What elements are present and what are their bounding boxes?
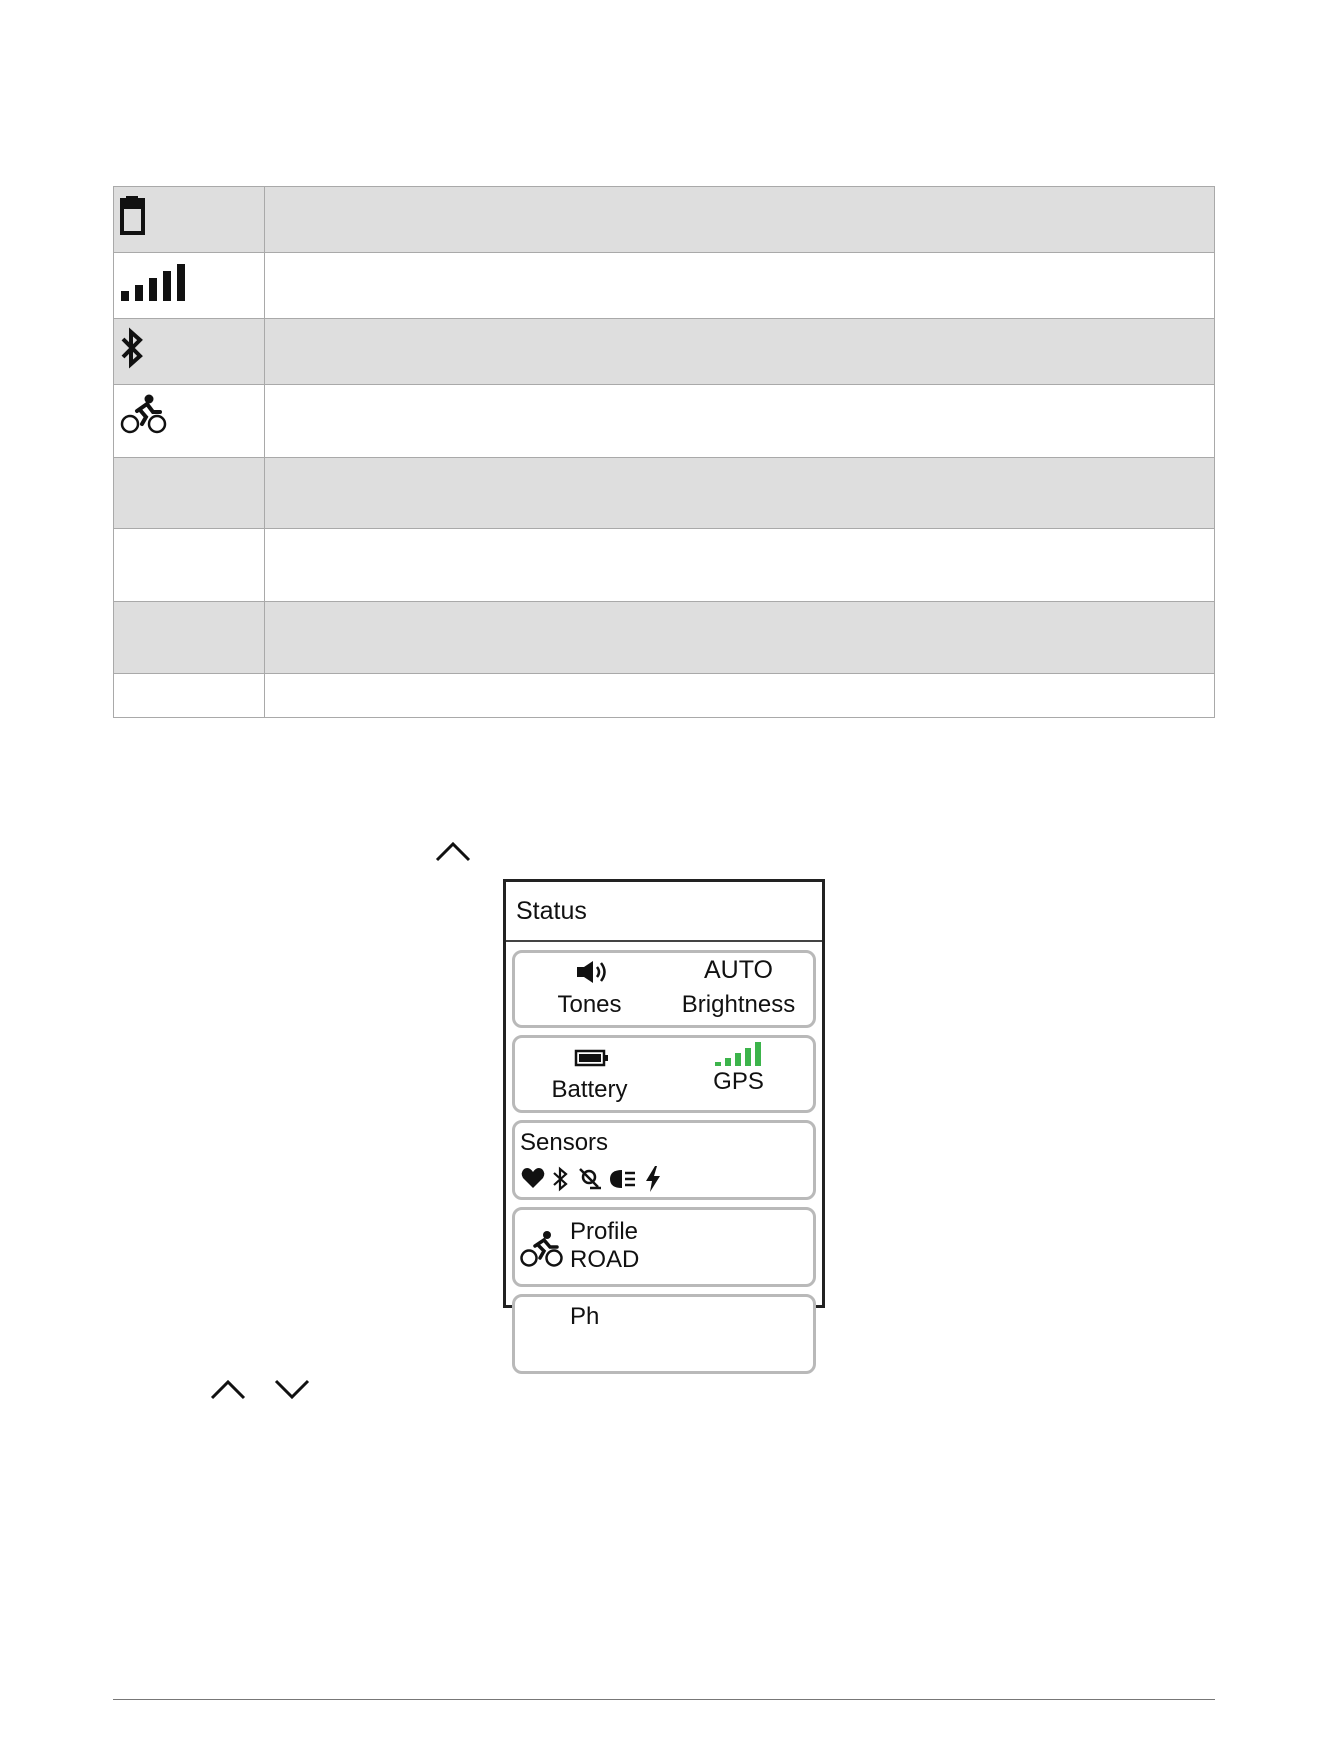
light-icon — [608, 1168, 638, 1190]
chevron-up-icon — [435, 840, 471, 862]
battery-icon — [114, 187, 264, 240]
icon-cell — [114, 458, 265, 529]
description-cell — [265, 385, 1215, 458]
speaker-icon — [575, 959, 609, 985]
description-cell — [265, 319, 1215, 385]
description-cell — [265, 674, 1215, 718]
icon-cell — [114, 187, 265, 253]
icon-cell — [114, 674, 265, 718]
profile-label: Profile — [570, 1218, 639, 1245]
footer-divider — [113, 1699, 1215, 1700]
description-cell — [265, 253, 1215, 319]
sensors-tile[interactable] — [512, 1120, 816, 1200]
device-header — [506, 882, 822, 942]
speed-sensor-icon — [577, 1166, 603, 1192]
icon-cell — [114, 253, 265, 319]
tones-toggle[interactable] — [515, 953, 664, 1025]
description-cell — [265, 529, 1215, 602]
page-title: Status — [516, 896, 587, 925]
icon-cell — [114, 529, 265, 602]
icon-cell — [114, 319, 265, 385]
cyclist-icon — [520, 1230, 564, 1270]
brightness-control[interactable] — [664, 953, 813, 1025]
bluetooth-icon — [552, 1166, 570, 1192]
table-row — [114, 674, 1215, 718]
table-row — [114, 602, 1215, 674]
battery-icon — [574, 1048, 610, 1068]
description-cell — [265, 458, 1215, 529]
battery-status[interactable] — [515, 1038, 664, 1110]
brightness-value: AUTO — [704, 956, 773, 984]
device-status-screen — [503, 879, 825, 1330]
signal-bars-icon — [114, 253, 264, 310]
chevron-down-icon — [274, 1378, 310, 1400]
table-row — [114, 253, 1215, 319]
bluetooth-icon — [114, 319, 264, 374]
cyclist-icon — [114, 385, 264, 442]
signal-bars-icon — [714, 1040, 766, 1068]
heart-icon — [521, 1167, 545, 1189]
gps-status[interactable] — [664, 1038, 813, 1110]
chevron-up-icon — [210, 1378, 246, 1400]
power-icon — [644, 1165, 662, 1193]
table-row — [114, 385, 1215, 458]
icon-cell — [114, 385, 265, 458]
icon-cell — [114, 602, 265, 674]
table-row — [114, 187, 1215, 253]
table-row — [114, 319, 1215, 385]
table-row — [114, 529, 1215, 602]
battery-gps-tile[interactable] — [512, 1035, 816, 1113]
tones-brightness-tile[interactable] — [512, 950, 816, 1028]
description-cell — [265, 602, 1215, 674]
brightness-label: Brightness — [681, 991, 796, 1018]
gps-label: GPS — [713, 1068, 764, 1095]
description-cell — [265, 187, 1215, 253]
tones-label: Tones — [557, 991, 622, 1018]
next-tile-label: Ph — [570, 1303, 600, 1330]
icon-legend-table — [113, 186, 1215, 718]
profile-value: ROAD — [570, 1246, 640, 1273]
sensors-label: Sensors — [520, 1129, 609, 1156]
table-row — [114, 458, 1215, 529]
profile-tile[interactable] — [512, 1207, 816, 1287]
next-tile[interactable] — [512, 1294, 816, 1374]
battery-label: Battery — [551, 1076, 628, 1103]
